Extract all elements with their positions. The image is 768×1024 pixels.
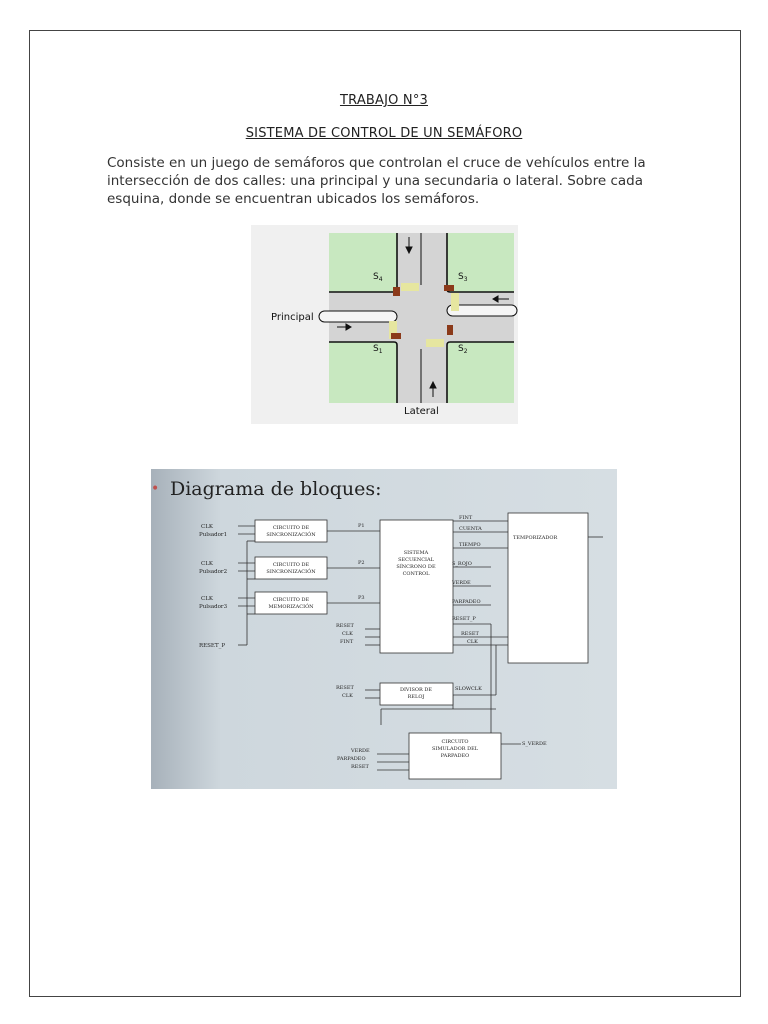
input-reset-p: RESET_P <box>199 643 226 649</box>
input-clk-2: CLK <box>201 561 213 567</box>
sig-resetp-label: RESET_P <box>452 616 476 622</box>
input-pulsador-2: Pulsador2 <box>199 569 228 575</box>
sig-fint-label: FINT <box>459 515 473 521</box>
temporizador-label: TEMPORIZADOR <box>513 535 558 541</box>
input-clk-3: CLK <box>201 596 213 602</box>
sync1-label-1: CIRCUITO DE <box>272 525 310 531</box>
sig-cuenta-label: CUENTA <box>459 526 482 532</box>
s2-label: $S_2$ <box>458 344 468 355</box>
seq-clk-label: CLK <box>342 631 353 637</box>
memo-block <box>255 592 327 614</box>
sig-verde-label: VERDE <box>452 580 471 586</box>
sync2-label-2: SINCRONIZACIÓN <box>266 569 316 575</box>
s-verde-label: S_VERDE <box>522 741 547 747</box>
lateral-label: Lateral <box>404 406 439 417</box>
mem-label-2: MEMORIZACIÓN <box>268 604 314 610</box>
input-pulsador-1: Pulsador1 <box>199 532 228 538</box>
sync-block-1 <box>255 520 327 542</box>
mem-label-1: CIRCUITO DE <box>272 597 310 603</box>
sync-block-2 <box>255 557 327 579</box>
sim-parpadeo-label: PARPADEO <box>337 756 366 762</box>
block-diagram-figure <box>151 469 617 789</box>
s3-label: $S_3$ <box>458 272 468 283</box>
sig-parpadeo-label: PARPADEO <box>452 599 481 605</box>
div-reset-label: RESET <box>336 685 354 691</box>
seq-control-block <box>380 520 453 653</box>
sig-srojo-label: S_ROJO <box>452 561 472 567</box>
intersection-figure <box>251 225 518 424</box>
document-subtitle: SISTEMA DE CONTROL DE UN SEMÁFORO <box>245 126 523 141</box>
tmp-clk-label: CLK <box>467 639 478 645</box>
input-pulsador-3: Pulsador3 <box>199 604 228 610</box>
sig-tiempo-label: TIEMPO <box>459 542 481 548</box>
seq-reset-label: RESET <box>336 623 354 629</box>
sim-label-2: SIMULADOR DEL <box>431 746 479 752</box>
seq-fint-label: FINT <box>340 639 354 645</box>
div-label-1: DIVISOR DE <box>399 687 433 693</box>
div-clk-label: CLK <box>342 693 353 699</box>
seq-label-4: CONTROL <box>402 571 430 577</box>
s1-label: $S_1$ <box>373 344 383 355</box>
seq-label-3: SÍNCRONO DE <box>396 564 436 570</box>
sim-reset-label: RESET <box>351 764 369 770</box>
seq-label-2: SECUENCIAL <box>398 557 434 563</box>
diagram-heading: Diagrama de bloques: <box>170 478 382 500</box>
sync2-label-1: CIRCUITO DE <box>272 562 310 568</box>
intro-paragraph: Consiste en un juego de semáforos que controlan el cruce de vehículos entre la intersección de dos calles: una principal y una secundaria o lateral. Sobre cada esquina, donde se encuentran ubicados los semáforos. <box>107 155 646 207</box>
principal-label: Principal <box>271 312 314 323</box>
p3-label: P3 <box>358 595 365 601</box>
sync1-label-2: SINCRONIZACIÓN <box>266 532 316 538</box>
div-label-2: RELOJ <box>407 694 425 700</box>
p2-label: P2 <box>358 560 365 566</box>
s4-label: $S_4$ <box>373 272 383 283</box>
slowclk-label: SLOWCLK <box>455 686 482 692</box>
bullet-icon: • <box>151 481 160 497</box>
seq-label-1: SISTEMA <box>403 550 429 556</box>
p1-label: P1 <box>358 523 365 529</box>
tmp-reset-label: RESET <box>461 631 479 637</box>
sim-label-3: PARPADEO <box>440 753 470 759</box>
document-title: TRABAJO N°3 <box>339 93 429 108</box>
sim-label-1: CIRCUITO <box>441 739 469 745</box>
input-clk-1: CLK <box>201 524 213 530</box>
sim-verde-label: VERDE <box>351 748 370 754</box>
